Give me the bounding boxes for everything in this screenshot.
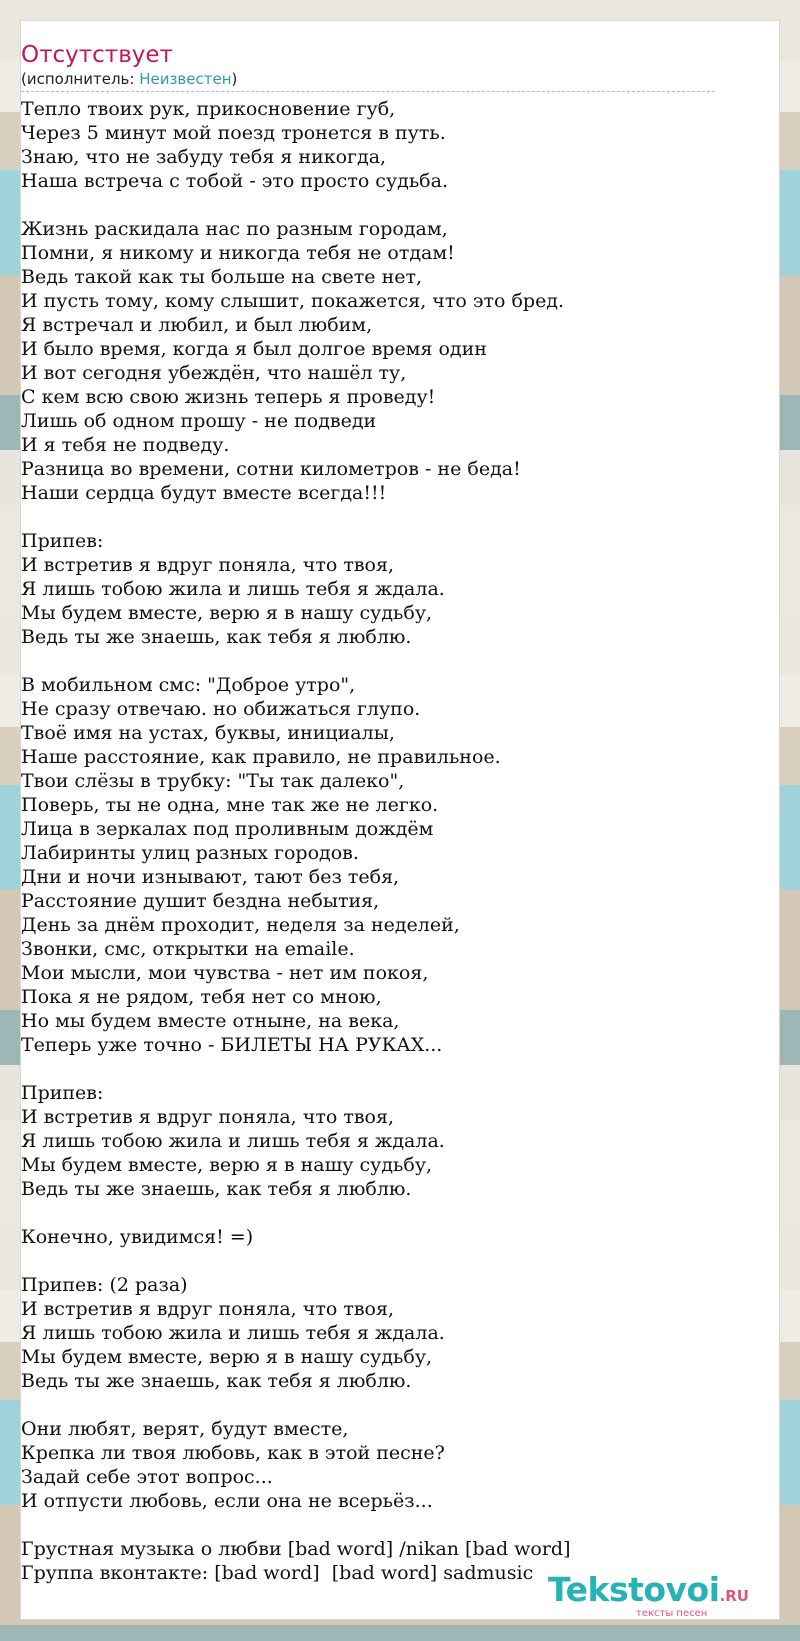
lyric-line: Пока я не рядом, тебя нет со мною, [21, 986, 382, 1008]
lyric-line: Мои мысли, мои чувства - нет им покоя, [21, 962, 429, 984]
lyric-line: И встретив я вдруг поняла, что твоя, [21, 554, 394, 576]
lyrics-text [21, 97, 741, 1585]
lyric-line: Жизнь раскидала нас по разным городам, [21, 218, 448, 240]
lyric-line: Звонки, смс, открытки на emaile. [21, 938, 355, 960]
lyric-line: Конечно, увидимся! =) [21, 1226, 254, 1248]
lyric-line: И пусть тому, кому слышит, покажется, что это бред. [21, 290, 565, 312]
lyric-line: Но мы будем вместе отныне, на века, [21, 1010, 400, 1032]
lyric-line: Мы будем вместе, верю я в нашу судьбу, [21, 1154, 433, 1176]
lyric-line: Наша встреча с тобой - это просто судьба. [21, 170, 448, 192]
lyric-line: Грустная музыка о любви [bad word] /nikan [bad word] [21, 1538, 571, 1560]
lyric-line: Ведь такой как ты больше на свете нет, [21, 266, 423, 288]
logo-main-text: Tekstovoi [548, 1570, 720, 1609]
lyric-line: И я тебя не подведу. [21, 434, 230, 456]
lyric-line: Поверь, ты не одна, мне так же не легко. [21, 794, 439, 816]
lyric-line: Ведь ты же знаешь, как тебя я люблю. [21, 1370, 412, 1392]
artist-link[interactable]: Неизвестен [139, 70, 232, 88]
lyric-blank-line [21, 505, 741, 529]
lyric-line: Лишь об одном прошу - не подведи [21, 410, 377, 432]
lyric-line: Я лишь тобою жила и лишь тебя я ждала. [21, 578, 445, 600]
lyric-line: Припев: [21, 1082, 104, 1104]
lyric-blank-line [21, 1201, 741, 1225]
lyric-line: Мы будем вместе, верю я в нашу судьбу, [21, 1346, 433, 1368]
lyric-blank-line [21, 1393, 741, 1417]
lyric-line: С кем всю свою жизнь теперь я проведу! [21, 386, 436, 408]
logo-tagline: тексты песен [636, 1608, 708, 1619]
lyric-line: Расстояние душит бездна небытия, [21, 890, 380, 912]
lyric-line: Мы будем вместе, верю я в нашу судьбу, [21, 602, 433, 624]
lyric-line: Дни и ночи изнывают, тают без тебя, [21, 866, 400, 888]
artist-suffix: ) [231, 70, 238, 88]
lyric-line: И встретив я вдруг поняла, что твоя, [21, 1298, 394, 1320]
lyric-line: Крепка ли твоя любовь, как в этой песне? [21, 1442, 445, 1464]
lyric-line: Наши сердца будут вместе всегда!!! [21, 482, 387, 504]
lyric-line: Они любят, верят, будут вместе, [21, 1418, 349, 1440]
lyric-line: Разница во времени, сотни километров - не беда! [21, 458, 521, 480]
logo-tld: .RU [719, 1587, 749, 1605]
lyric-blank-line [21, 1513, 741, 1537]
lyric-line: Твоё имя на устах, буквы, инициалы, [21, 722, 395, 744]
lyric-line: Теперь уже точно - БИЛЕТЫ НА РУКАХ... [21, 1034, 443, 1056]
lyric-line: Я лишь тобою жила и лишь тебя я ждала. [21, 1130, 445, 1152]
lyric-line: День за днём проходит, неделя за неделей, [21, 914, 460, 936]
lyric-line: Тепло твоих рук, прикосновение губ, [21, 98, 396, 120]
lyric-line: И встретив я вдруг поняла, что твоя, [21, 1106, 394, 1128]
lyric-line: Я лишь тобою жила и лишь тебя я ждала. [21, 1322, 445, 1344]
lyric-line: Задай себе этот вопрос... [21, 1466, 273, 1488]
lyric-line: Наше расстояние, как правило, не правильное. [21, 746, 501, 768]
song-title: Отсутствует [21, 42, 173, 68]
lyric-line: Я встречал и любил, и был любим, [21, 314, 373, 336]
lyric-line: Знаю, что не забуду тебя я никогда, [21, 146, 387, 168]
lyric-line: Через 5 минут мой поезд тронется в путь. [21, 122, 446, 144]
lyric-line: В мобильном смс: "Доброе утро", [21, 674, 356, 696]
song-header [21, 21, 715, 92]
lyric-line: Ведь ты же знаешь, как тебя я люблю. [21, 626, 412, 648]
lyric-line: Помни, я никому и никогда тебя не отдам! [21, 242, 455, 264]
lyric-blank-line [21, 193, 741, 217]
lyric-blank-line [21, 1249, 741, 1273]
lyric-line: Припев: (2 раза) [21, 1274, 188, 1296]
lyric-line: И было время, когда я был долгое время один [21, 338, 487, 360]
lyric-line: Лица в зеркалах под проливным дождём [21, 818, 434, 840]
lyric-line: Не сразу отвечаю. но обижаться глупо. [21, 698, 421, 720]
site-logo[interactable] [548, 1572, 778, 1622]
lyric-line: Твои слёзы в трубку: "Ты так далеко", [21, 770, 405, 792]
lyric-blank-line [21, 649, 741, 673]
lyric-line: Ведь ты же знаешь, как тебя я люблю. [21, 1178, 412, 1200]
lyric-line: И отпусти любовь, если она не всерьёз... [21, 1490, 433, 1512]
lyric-line: Группа вконтакте: [bad word] [bad word] sadmusic [21, 1562, 534, 1584]
lyric-line: Припев: [21, 530, 104, 552]
lyric-blank-line [21, 1057, 741, 1081]
lyric-line: Лабиринты улиц разных городов. [21, 842, 359, 864]
artist-prefix: (исполнитель: [21, 70, 140, 88]
artist-line [21, 70, 237, 88]
lyric-line: И вот сегодня убеждён, что нашёл ту, [21, 362, 407, 384]
